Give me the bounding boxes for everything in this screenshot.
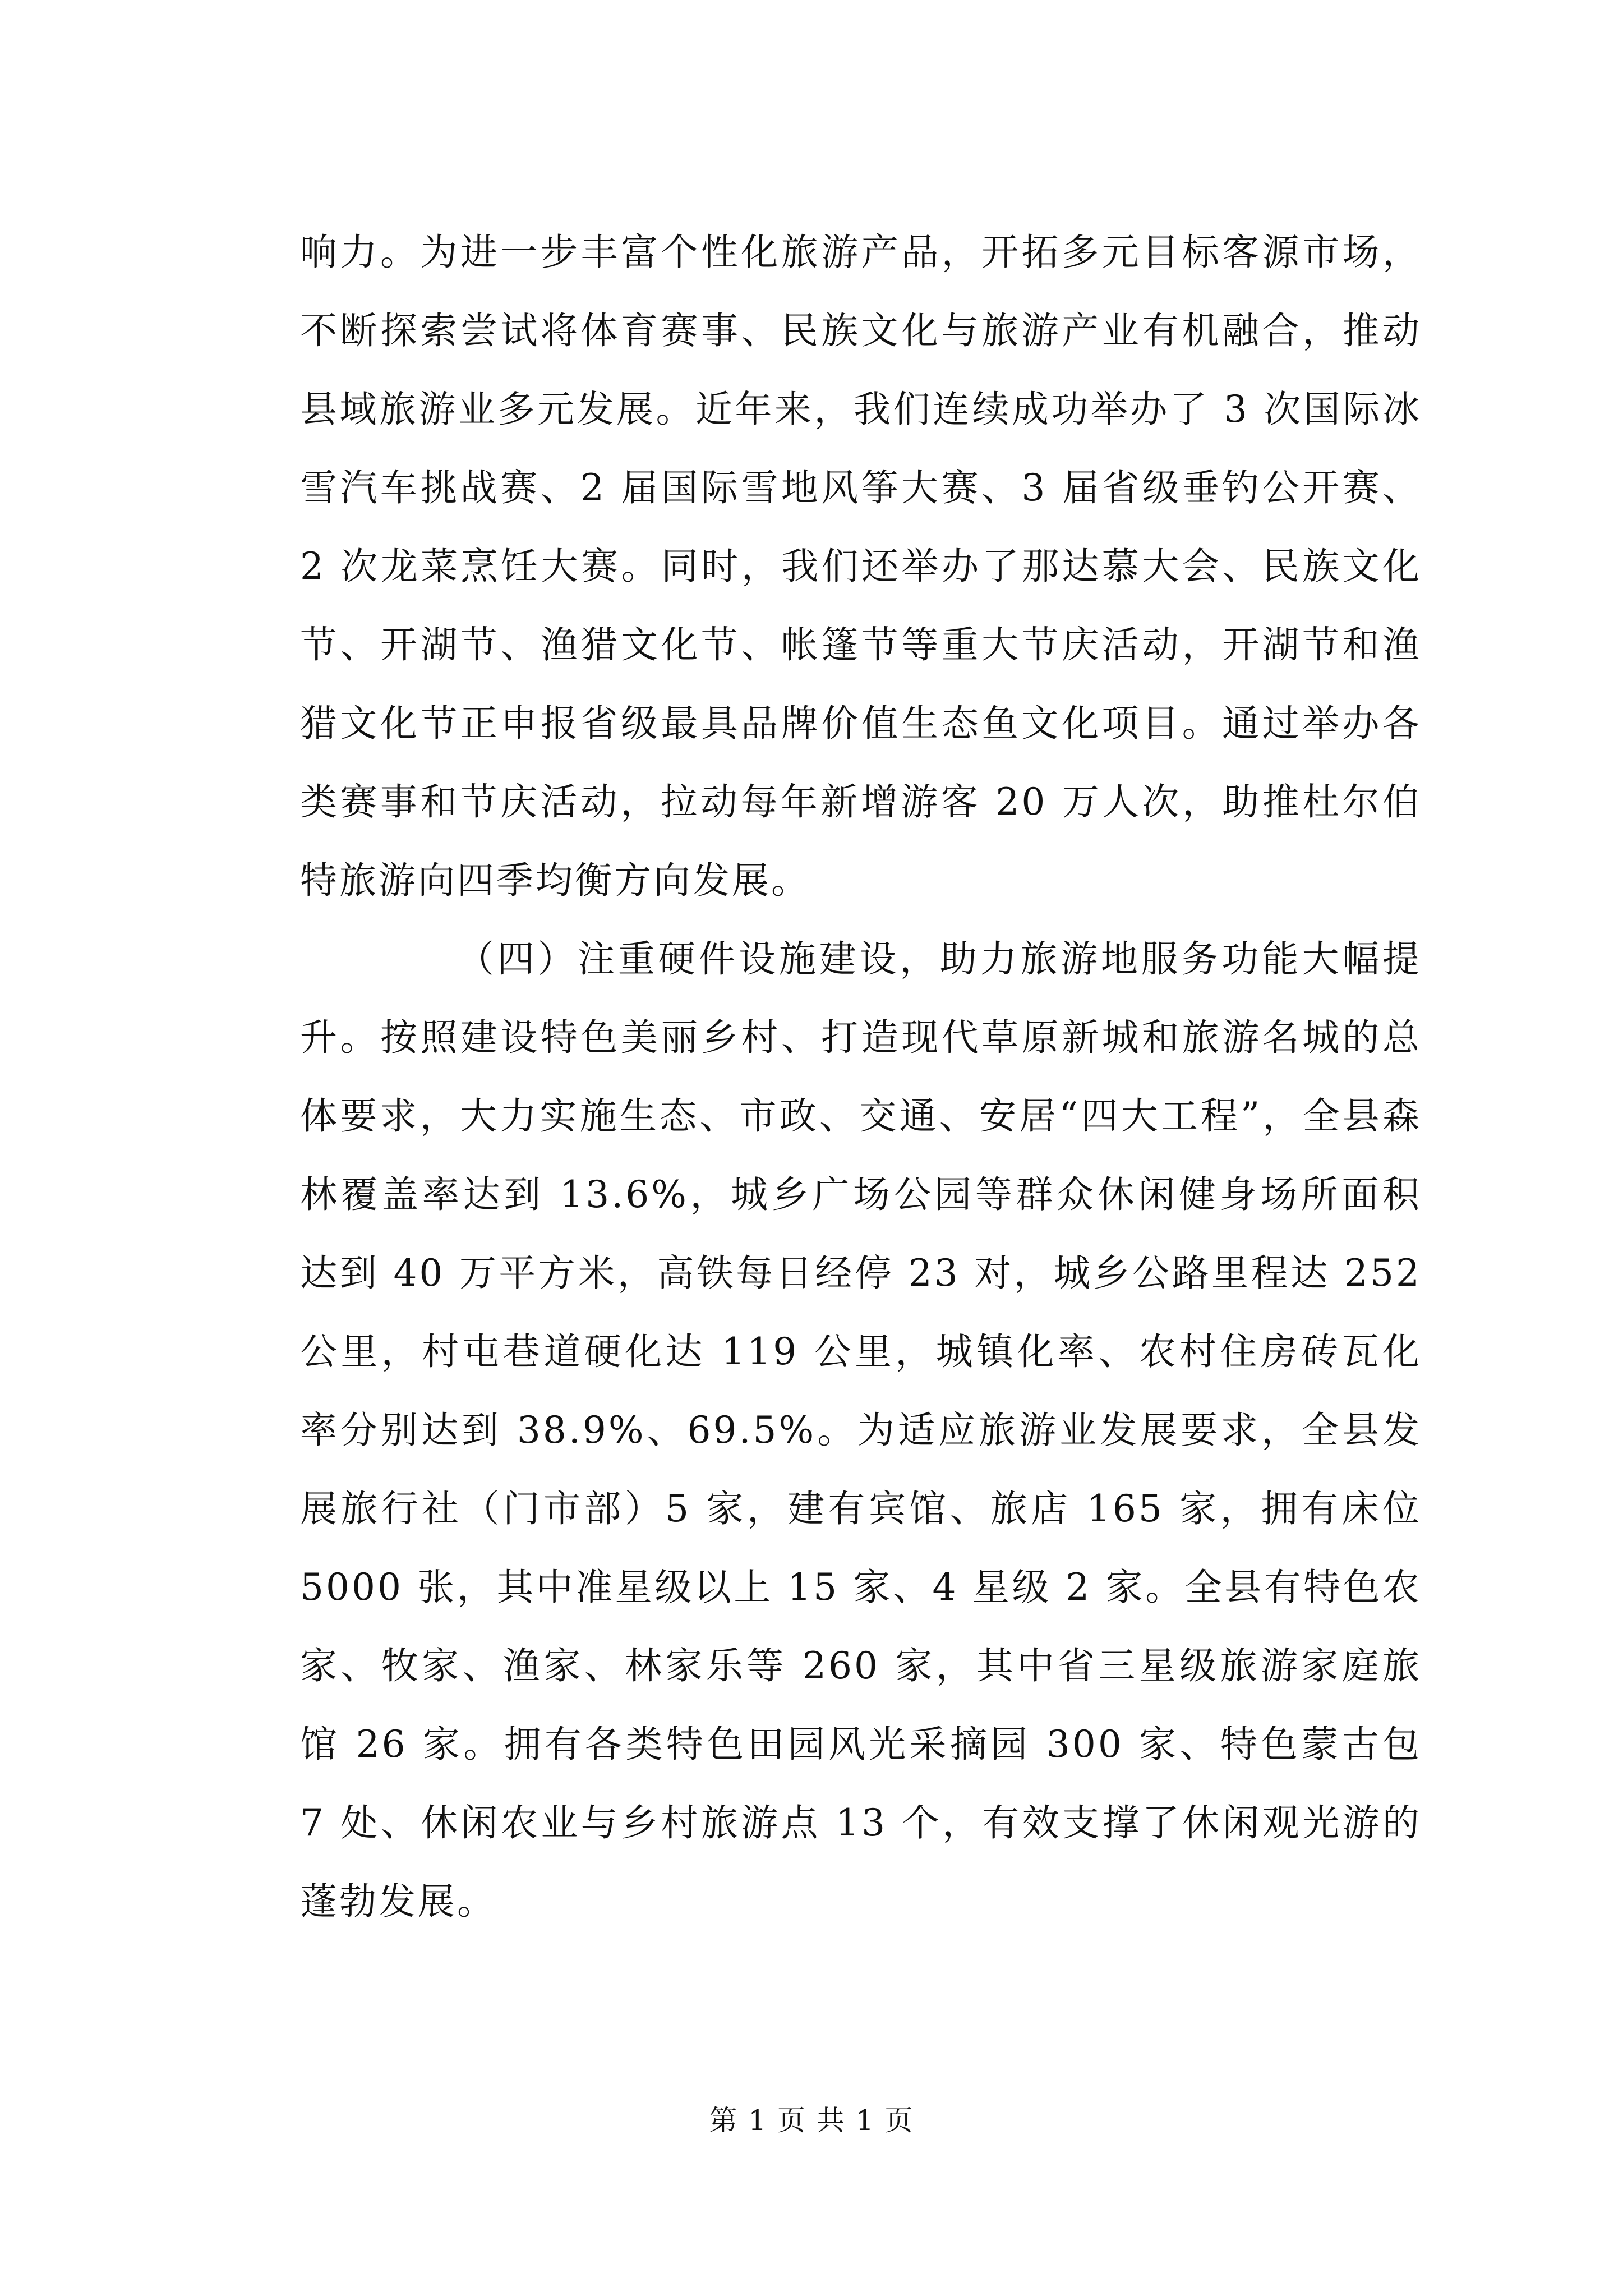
page-footer: 第 1 页 共 1 页 (709, 2104, 914, 2137)
document-body (300, 213, 1422, 1941)
paragraph-infrastructure: （四）注重硬件设施建设，助力旅游地服务功能大幅提升。按照建设特色美丽乡村、打造现代草原新城和旅游名城的总体要求，大力实施生态、市政、交通、安居“四大工程”，全县森林覆盖率达到 13.6%，城乡广场公园等群众休闲健身场所面积达到 40 万平方米，高铁每日经停 23 对，城乡公路里程达 252 公里，村屯巷道硬化达 119 公里，城镇化率、农村住房砖瓦化率分别达到 38.9%、69.5%。为适应旅游业发展要求，全县发展旅行社（门市部）5 家，建有宾馆、旅店 165 家，拥有床位 5000 张，其中准星级以上 15 家、4 星级 2 家。全县有特色农家、牧家、渔家、林家乐等 260 家，其中省三星级旅游家庭旅馆 26 家。拥有各类特色田园风光采摘园 300 家、特色蒙古包 7 处、休闲农业与乡村旅游点 13 个，有效支撑了休闲观光游的蓬勃发展。 (300, 937, 1422, 1923)
paragraph-events-festivals: 响力。为进一步丰富个性化旅游产品，开拓多元目标客源市场，不断探索尝试将体育赛事、民族文化与旅游产业有机融合，推动县域旅游业多元发展。近年来，我们连续成功举办了 3 次国际冰雪汽车挑战赛、2 届国际雪地风筝大赛、3 届省级垂钓公开赛、2 次龙菜烹饪大赛。同时，我们还举办了那达慕大会、民族文化节、开湖节、渔猎文化节、帐篷节等重大节庆活动，开湖节和渔猎文化节正申报省级最具品牌价值生态鱼文化项目。通过举办各类赛事和节庆活动，拉动每年新增游客 20 万人次，助推杜尔伯特旅游向四季均衡方向发展。 (300, 231, 1422, 902)
